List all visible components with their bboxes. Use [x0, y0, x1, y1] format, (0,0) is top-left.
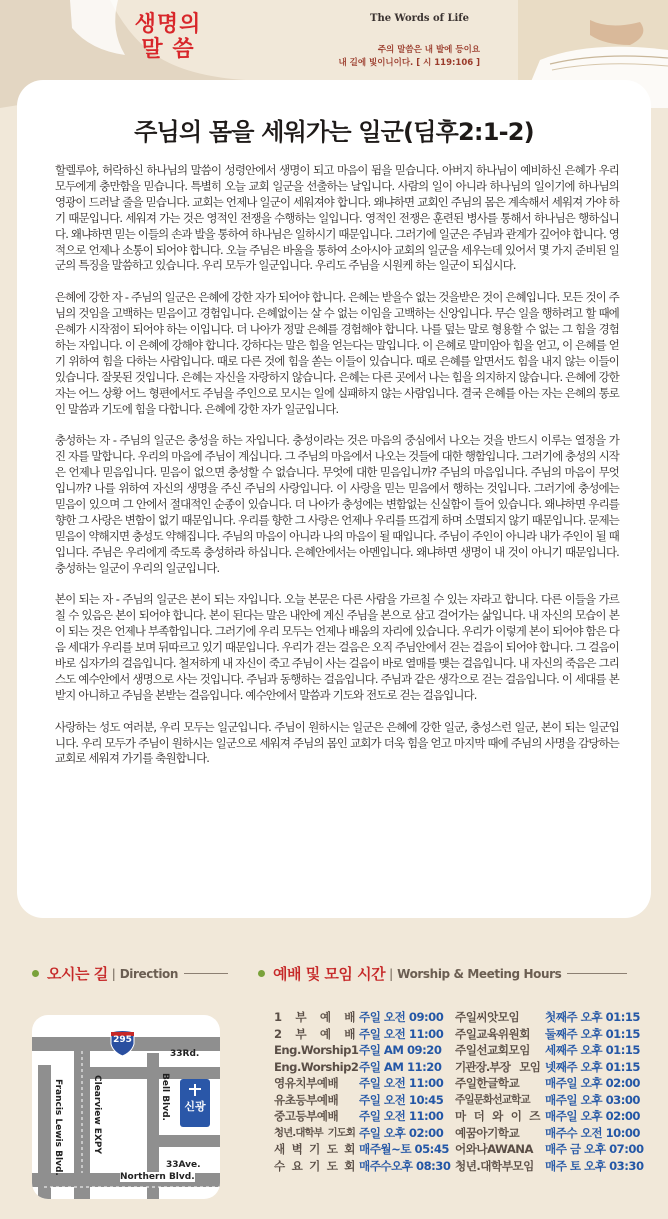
schedule-row [455, 1059, 644, 1076]
street-francis-lewis-blvd: Francis Lewis Blvd. [53, 1079, 63, 1176]
event-name: 중고등부예배 [274, 1109, 339, 1123]
event-name: 주일씨앗모임 [455, 1010, 520, 1024]
street-33rd: 33Rd. [170, 1049, 200, 1059]
church-logo-text: 신광 [184, 1100, 206, 1113]
street-bell-blvd: Bell Blvd. [160, 1073, 170, 1121]
schedule-row [455, 1141, 644, 1158]
event-name: 주일문화선교학교 [455, 1093, 530, 1106]
event-time: 주일 오전 10:45 [359, 1092, 444, 1107]
schedule-row [274, 1158, 450, 1175]
event-time: 주일 AM 09:20 [359, 1043, 442, 1057]
event-time: 매주일 오후 02:00 [545, 1076, 640, 1090]
schedule-row [455, 1026, 644, 1043]
schedule-row [274, 1108, 450, 1125]
event-time: 매주수 오전 10:00 [545, 1125, 640, 1140]
schedule-heading [258, 963, 627, 984]
event-name: 주일선교회모임 [455, 1043, 530, 1057]
event-name: 청년.대학부모임 [455, 1158, 534, 1173]
event-time: 첫째주 오후 01:15 [545, 1010, 640, 1024]
schedule-row [455, 1075, 644, 1092]
event-time: 주일 오전 09:00 [359, 1010, 444, 1024]
schedule-row [274, 1026, 450, 1043]
event-time: 주일 AM 11:20 [359, 1059, 442, 1074]
direction-heading [32, 963, 228, 984]
schedule-row [274, 1141, 450, 1158]
schedule-row [455, 1009, 644, 1026]
heading-rule [567, 973, 627, 974]
logo-title [128, 12, 208, 62]
schedule-row [274, 1092, 450, 1109]
event-time: 주일 오전 11:00 [359, 1109, 444, 1123]
bullet-dot-icon [258, 970, 265, 977]
event-name: 주일한글학교 [455, 1076, 520, 1090]
schedule-row [274, 1059, 450, 1076]
event-name: 1 부 예 배 [274, 1010, 355, 1024]
event-name: 어와나AWANA [455, 1142, 533, 1156]
event-time: 주일 오후 02:00 [359, 1125, 444, 1140]
header-verse [300, 44, 480, 70]
event-time: 매주일 오후 03:00 [545, 1092, 640, 1107]
highway-shield-icon [110, 1030, 135, 1056]
direction-heading-ko: 오시는 길 [47, 965, 108, 983]
cross-icon [189, 1084, 201, 1096]
event-name: 영유치부예배 [274, 1076, 339, 1090]
header-subtitle: The Words of Life [370, 13, 469, 24]
schedule-row [274, 1075, 450, 1092]
logo-line-2: 말 씀 [141, 37, 195, 62]
event-name: 2 부 예 배 [274, 1026, 355, 1041]
event-name: 새 벽 기 도 회 [274, 1142, 355, 1156]
schedule-row [274, 1009, 450, 1026]
event-name: 마 더 와 이 즈 [455, 1109, 540, 1123]
event-name: Eng.Worship1 [274, 1043, 359, 1057]
schedule-row [455, 1158, 644, 1175]
event-time: 매주일 오후 02:00 [545, 1109, 640, 1123]
verse-line-1: 주의 말씀은 내 발에 등이요 [377, 45, 480, 55]
event-name: 유초등부예배 [274, 1092, 339, 1107]
event-time: 둘째주 오후 01:15 [545, 1026, 640, 1041]
street-33ave: 33Ave. [166, 1160, 201, 1170]
sermon-paragraph: 사랑하는 성도 여러분, 우리 모두는 일군입니다. 주님이 원하시는 일군은 은혜에 강한 일군, 충성스런 일군, 본이 되는 일군입니다. 우리 모두가 주님이 원하시는 일군으로 세워져 주님의 몸인 교회가 더욱 힘을 얻고 마지막 때에 주님의 사명을 감당하는 교회로 세워져 가기를 축원합니다. [55, 719, 619, 766]
event-time: 주일 오전 11:00 [359, 1026, 444, 1041]
schedule-column-left [274, 1009, 450, 1174]
event-name: 예꿈아기학교 [455, 1125, 520, 1140]
event-name: Eng.Worship2 [274, 1059, 359, 1074]
event-time: 매주수오후 08:30 [359, 1158, 451, 1173]
verse-line-2: 내 길에 빛이니이다. [ 시 119:106 ] [338, 58, 480, 68]
sermon-paragraph: 충성하는 자 - 주님의 일군은 충성을 하는 자입니다. 충성이라는 것은 마음의 중심에서 나오는 것을 반드시 이루는 열정을 가진 자를 말합니다. 우리의 마음에 주님이 계십니다. 그 주님의 마음에서 나오는 것들에 대한 행함입니다. 그러기에 충성의 시작은 언제나 믿음입니다. 믿음이 없으면 충성할 수 없습니다. 무엇에 대한 믿음입니까? 주님의 마음입니다. 주님의 마음이 무엇입니까? 나를 위하여 자신의 생명을 주신 주님의 사랑입니다. 이 사랑을 믿는 믿음에서 행하는 것입니다. 그러기에 충성에는 믿음이 있으며 그 안에서 절대적인 순종이 있습니다. 더 나아가 충성에는 변함없는 신실함이 들어 있습니다. 왜냐하면 우리를 향한 그 사랑은 변함이 없기 때문입니다. 우리를 향한 그 사랑은 언제나 우리를 뜨겁게 하며 소멸되지 않기 때문입니다. 문제는 믿음이 약해지면 충성도 약해집니다. 주님의 마음이 아니라 나의 마음이 될 때입니다. 주님이 주인이 아니라 내가 주인이 될 때입니다. 주님은 우리에게 죽도록 충성하라 하십니다. 은혜안에서는 아멘입니다. 왜냐하면 생명이 내 것이 아니기 때문입니다. 충성하는 일군이 우리의 일군입니다. [55, 433, 619, 575]
sermon-paragraph: 본이 되는 자 - 주님의 일군은 본이 되는 자입니다. 오늘 본문은 다른 사람을 가르칠 수 있는 자라고 합니다. 다른 이들을 가르칠 수 있음은 본이 되어야 합니다. 본이 된다는 말은 내안에 계신 주님을 본으로 삼고 걸어가는 삶입니다. 내 자신의 모습이 본이 되는 것은 언제나 부족함입니다. 그러기에 우리 모두는 언제나 배움의 자리에 있습니다. 우리가 이렇게 본이 되어야 함은 다음 세대가 우리를 보며 뒤따르고 있기 때문입니다. 우리가 걷는 걸음은 오직 주님안에서 걷는 걸음이 되어야 합니다. 그 걸음이 바로 십자가의 걸음입니다. 철저하게 내 자신이 죽고 주님이 사는 걸음이 바로 열매를 맺는 걸음입니다. 내 자신의 죽음은 그리스도 예수안에서 생명으로 사는 것입니다. 주님과 동행하는 걸음입니다. 주님과 같은 생각으로 걷는 걸음입니다. 이 세대를 본받지 아니하고 주님을 본받는 걸음입니다. 예수안에서 말씀과 기도와 전도로 걷는 걸음입니다. [55, 592, 619, 702]
schedule-heading-ko: 예배 및 모임 시간 [273, 965, 386, 983]
event-time: 세째주 오후 01:15 [545, 1043, 640, 1057]
schedule-row [455, 1092, 644, 1109]
event-time: 매주 금 오후 07:00 [545, 1142, 644, 1156]
event-name: 기관장.부장 모임 [455, 1059, 540, 1074]
direction-heading-en: Direction [119, 966, 179, 981]
schedule-row [274, 1125, 450, 1142]
schedule-row [455, 1042, 644, 1059]
logo-line-1: 생명의 [134, 12, 202, 37]
church-location-icon [180, 1079, 210, 1127]
event-time: 주일 오전 11:00 [359, 1076, 444, 1090]
street-northern-blvd: Northern Blvd. [120, 1172, 195, 1182]
street-clearview-expy: Clearview EXPY [92, 1075, 102, 1155]
direction-map[interactable] [32, 1015, 220, 1199]
event-name: 수 요 기 도 회 [274, 1158, 355, 1173]
event-time: 넷째주 오후 01:15 [545, 1059, 640, 1074]
bullet-dot-icon [32, 970, 39, 977]
schedule-row [274, 1042, 450, 1059]
heading-rule [184, 973, 228, 974]
heading-separator: | [111, 966, 116, 981]
schedule-heading-en: Worship & Meeting Hours [397, 966, 562, 981]
heading-separator: | [389, 966, 394, 981]
event-time: 매주월~토 05:45 [359, 1142, 449, 1156]
footer [0, 945, 668, 1219]
sermon-paragraph: 은혜에 강한 자 - 주님의 일군은 은혜에 강한 자가 되어야 합니다. 은혜는 받을수 없는 것을받은 것이 은혜입니다. 모든 것이 주님의 것임을 고백하는 믿음이고 경험입니다. 은혜없이는 살 수 없는 이임을 고백하는 신앙입니다. 무슨 일을 행하려고 할 때에 은혜가 시작점이 되어야 하는 이입니다. 더 나아가 정말 은혜를 경험해야 합니다. 나를 덮는 말로 형용할 수 없는 그 힘을 경험하는 자입니다. 이 은혜에 강해야 합니다. 강하다는 말은 힘을 얻는다는 말입니다. 이 은혜로 말미암아 힘을 얻고, 이 은혜를 얻기 위하여 힘을 다하는 사람입니다. 때로 다른 것에 힘을 쏟는 이들이 있습니다. 때로 은혜를 알면서도 힘을 내지 않는 이들이 있습니다. 잘못된 것입니다. 은혜는 자신을 자랑하지 않습니다. 은혜는 다른 곳에서 나는 힘을 의지하지 않습니다. 은혜에 강한 자는 어느 상황 어느 형편에서도 주님을 주인으로 모시는 일에 실패하지 않는 사람입니다. 결국 은혜를 아는 자는 은혜의 통로인 말씀과 기도에 힘을 다합니다. 은혜에 강한 자가 일군입니다. [55, 290, 619, 416]
event-name: 청년.대학부 기도회 [274, 1126, 355, 1139]
sermon-paragraph: 할렐루야, 허락하신 하나님의 말씀이 성령안에서 생명이 되고 마음이 뒴을 믿습니다. 아버지 하나님이 예비하신 은혜가 우리 모두에게 충만함을 믿습니다. 특별히 오늘 교회 일군을 선출하는 날입니다. 사람의 일이 아니라 하나님의 일이기에 하나님의 영광이 드러날 줄을 믿습니다. 교회는 언제나 일군이 세워져야 합니다. 왜냐하면 교회인 주님의 몸은 계속해서 세워져 가야 하기 때문입니다. 세워져 가는 것은 영적인 전쟁을 수행하는 일입니다. 영적인 전쟁은 훈련된 병사를 통해서 하나님은 행하십니다. 왜냐하면 믿는 이들의 손과 발을 통하여 하나님은 일하시기 때문입니다. 그러기에 일군은 주님과 관계가 깊어야 합니다. 영적으로 언제나 소통이 되어야 합니다. 오늘 주님은 바울을 통하여 소아시아 교회의 일군을 세우는데 있어서 몇 가지 준비된 일군의 특징을 말씀하고 있습니다. 우리 모두가 일군입니다. 우리도 주님을 시원케 하는 일군이 되십시다. [55, 163, 619, 273]
schedule-column-right [455, 1009, 644, 1174]
sermon-body [55, 163, 619, 767]
schedule-row [455, 1125, 644, 1142]
highway-number: 295 [113, 1035, 132, 1045]
event-time: 매주 토 오후 03:30 [545, 1158, 644, 1173]
sermon-title: 주님의 몸을 세워가는 일군(딤후2:1-2) [134, 118, 534, 146]
event-name: 주일교육위원회 [455, 1026, 530, 1041]
schedule-row [455, 1108, 644, 1125]
